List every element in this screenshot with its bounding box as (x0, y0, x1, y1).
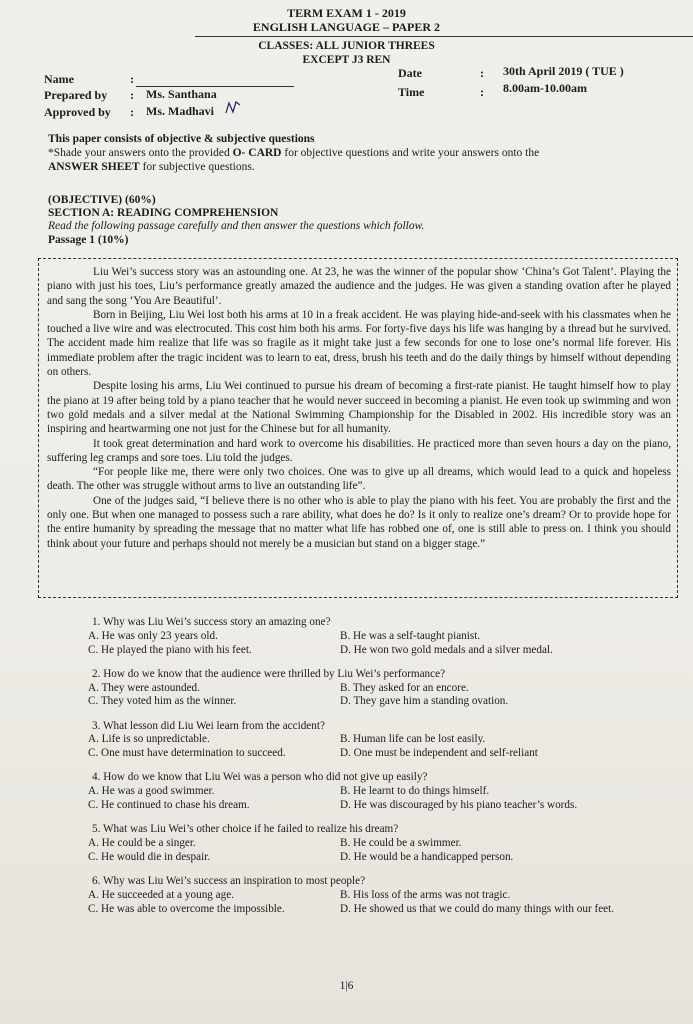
option-c: C. He continued to chase his dream. (88, 798, 250, 811)
answer-sheet-text: ANSWER SHEET (48, 161, 140, 173)
option-d: D. One must be independent and self-reliant (340, 747, 538, 760)
option-d: D. He was discouraged by his piano teacher’s words. (340, 798, 578, 811)
passage-paragraph: “For people like me, there were only two choices. One was to give up all dreams, which would lead to a quick and hopeless death. The other was struggle without arms to live an outstanding life”. (47, 466, 671, 493)
option-c: C. He played the piano with his feet. (88, 643, 252, 656)
classes-line: CLASSES: ALL JUNIOR THREES (258, 40, 435, 52)
question-list (88, 616, 678, 927)
option-b: B. He learnt to do things himself. (340, 785, 490, 798)
passage-paragraph: It took great determination and hard work to overcome his disabilities. He practiced more than seven hours a day on the piano, suffering leg cramps and sore toes. Liu told the judges. (47, 437, 671, 464)
instruction-text: *Shade your answers onto the provided (48, 147, 233, 159)
option-a: A. He was only 23 years old. (88, 629, 218, 642)
option-b: B. They asked for an encore. (340, 681, 469, 694)
passage-label: Passage 1 (10%) (48, 234, 129, 246)
option-b: B. He was a self-taught pianist. (340, 629, 481, 642)
signature-mark (224, 100, 242, 116)
time-colon: : (480, 85, 484, 99)
o-card-text: O- CARD (232, 147, 282, 159)
name-colon: : (130, 72, 134, 86)
option-c: C. One must have determination to succeed. (88, 747, 286, 760)
approved-value: Ms. Madhavi (146, 104, 215, 118)
question-stem: 2. How do we know that the audience were thrilled by Liu Wei’s performance? (92, 667, 446, 680)
passage-paragraph: Born in Beijing, Liu Wei lost both his arms at 10 in a freak accident. He was playing hide-and-seek with his classmates when he touched a live wire and was electrocuted. This cost him both his arms. For forty-five days his life was hanging by a thread but he survived. The accident made him realize that life was so fragile as it might take just a few seconds for one to lose one’s normal life forever. His immediate problem after the tragic incident was to learn to eat, dress, brush his teeth and do the daily things by himself without depending on others. (47, 308, 671, 379)
question-item (88, 875, 678, 916)
name-label: Name (44, 72, 74, 86)
date-label: Date (398, 66, 422, 80)
date-colon: : (480, 66, 484, 80)
passage-box (38, 258, 678, 598)
passage-paragraph: Despite losing his arms, Liu Wei continued to pursue his dream of becoming a first-rate pianist. He taught himself how to play the piano at 19 after being told by a piano teacher that he would never succeed in becoming a pianist. He even took up swimming and won two gold medals and a silver medal at the National Swimming Championship for the Disabled in 2002. His incredible story was an inspiring and heartwarming one not just for the Chinese but for all humanity. (47, 380, 671, 436)
option-a: A. They were astounded. (88, 681, 200, 694)
instruction-text-2: for objective questions and write your answers onto the (281, 147, 540, 159)
option-c: C. He would die in despair. (88, 850, 211, 863)
passage-paragraph: Liu Wei’s success story was an astounding one. At 23, he was the winner of the popular show ‘China’s Got Talent’. Playing the piano with just his toes, Liu’s performance greatly amazed the audience and the judges. He was given a standing ovation after he played and sang the song ‘You Are Beautiful’. (47, 266, 671, 307)
question-stem: 5. What was Liu Wei’s other choice if he failed to realize his dream? (92, 823, 399, 836)
option-d: D. He would be a handicapped person. (340, 850, 514, 863)
section-title: SECTION A: READING COMPREHENSION (48, 207, 279, 219)
exam-title: TERM EXAM 1 - 2019 (287, 6, 406, 20)
time-value: 8.00am-10.00am (503, 81, 587, 95)
option-d: D. He won two gold medals and a silver medal. (340, 643, 553, 656)
prepared-label: Prepared by (44, 88, 108, 102)
option-a: A. He succeeded at a young age. (88, 888, 234, 901)
question-stem: 4. How do we know that Liu Wei was a person who did not give up easily? (92, 771, 428, 784)
paper-title: ENGLISH LANGUAGE – PAPER 2 (252, 20, 441, 34)
approved-label: Approved by (44, 105, 111, 119)
option-c: C. He was able to overcome the impossible. (88, 902, 285, 915)
question-item (88, 720, 678, 761)
question-item (88, 823, 678, 864)
option-a: A. He was a good swimmer. (88, 785, 215, 798)
option-a: A. Life is so unpredictable. (88, 733, 210, 746)
section-instruction: Read the following passage carefully and then answer the questions which follow. (48, 220, 425, 232)
prepared-colon: : (130, 88, 134, 102)
page-number: 1|6 (339, 980, 354, 992)
option-d: D. They gave him a standing ovation. (340, 695, 509, 708)
option-c: C. They voted him as the winner. (88, 695, 237, 708)
approved-colon: : (130, 105, 134, 119)
instruction-text-3: for subjective questions. (139, 161, 255, 173)
question-stem: 1. Why was Liu Wei’s success story an amazing one? (92, 616, 331, 628)
except-line: EXCEPT J3 REN (302, 54, 391, 66)
paper-info: This paper consists of objective & subjective questions (48, 133, 315, 145)
question-item (88, 616, 678, 657)
date-value: 30th April 2019 ( TUE ) (503, 64, 624, 78)
name-field-line (136, 72, 294, 87)
question-stem: 6. Why was Liu Wei’s success an inspiration to most people? (92, 874, 366, 887)
answer-sheet-instruction (48, 160, 648, 174)
passage-paragraph: One of the judges said, “I believe there is no other who is able to play the piano with his feet. You are probably the first and the only one. But when one managed to possess such a rare ability, what does he do? Is it only to realize one’s dream? Or to provide hope for the entire humanity by spreading the message that no matter what life has robbed one of, one is still able to press on. I think you should think about your future and perhaps should not merely be a musician but stand on a bigger stage.” (47, 494, 671, 550)
question-stem: 3. What lesson did Liu Wei learn from the accident? (92, 719, 325, 732)
objective-label: (OBJECTIVE) (60%) (48, 194, 156, 206)
header-divider (195, 36, 693, 37)
question-item (88, 668, 678, 709)
question-item (88, 771, 678, 812)
prepared-value: Ms. Santhana (146, 87, 217, 101)
option-a: A. He could be a singer. (88, 836, 196, 849)
option-d: D. He showed us that we could do many things with our feet. (340, 902, 615, 915)
option-b: B. He could be a swimmer. (340, 836, 462, 849)
shade-instruction (48, 146, 648, 160)
time-label: Time (398, 85, 425, 99)
option-b: B. Human life can be lost easily. (340, 733, 486, 746)
option-b: B. His loss of the arms was not tragic. (340, 888, 511, 901)
